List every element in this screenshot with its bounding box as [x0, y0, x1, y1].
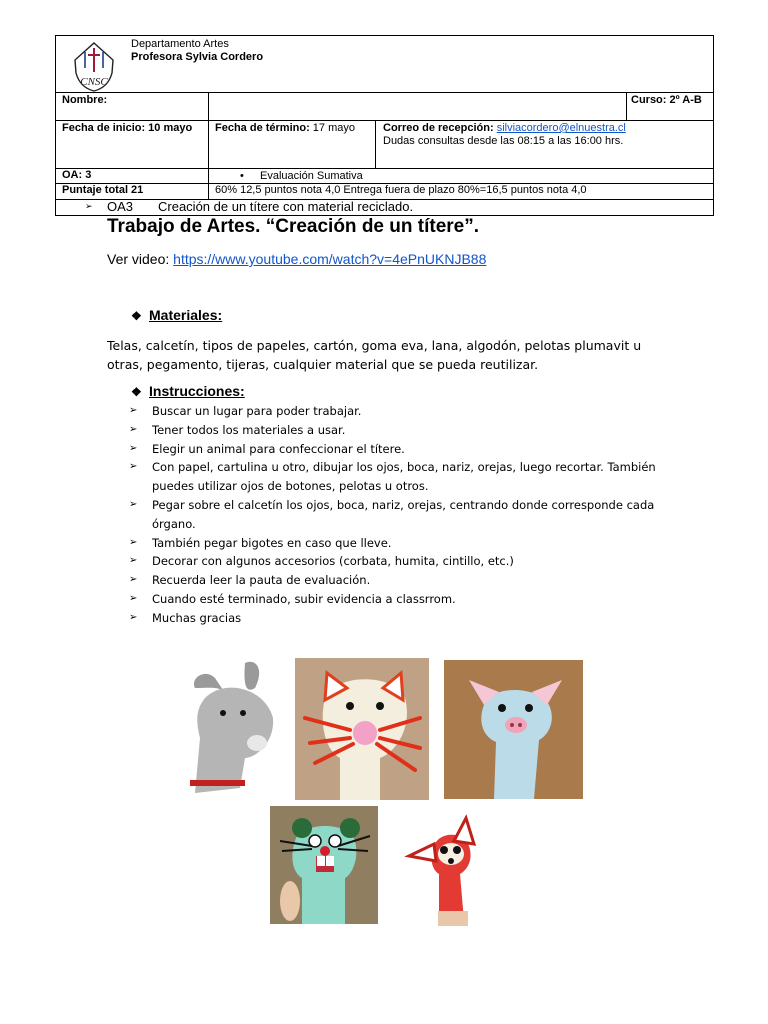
puntaje-detalle: 60% 12,5 puntos nota 4,0 Entrega fuera de plazo 80%=16,5 puntos nota 4,0	[215, 184, 587, 196]
video-link[interactable]: https://www.youtube.com/watch?v=4ePnUKNJB88	[173, 251, 487, 267]
list-item: ➢ Tener todos los materiales a usar.	[129, 421, 689, 440]
oa-label: OA: 3	[62, 169, 92, 181]
email-link[interactable]: silviacordero@elnuestra.cl	[496, 122, 626, 134]
puppet-photo-cat	[295, 658, 429, 800]
materiales-heading	[131, 307, 222, 323]
video-line	[107, 251, 486, 267]
list-item: ➢ Recuerda leer la pauta de evaluación.	[129, 571, 689, 590]
list-item: ➢ Con papel, cartulina u otro, dibujar los ojos, boca, nariz, orejas, luego recortar. También puedes utilizar ojos de botones, pelotas u otros.	[129, 460, 656, 494]
table-divider	[56, 168, 713, 169]
instrucciones-list	[129, 402, 689, 628]
arrow-bullet-icon: ➢	[129, 536, 138, 548]
arrow-bullet-icon: ➢	[129, 498, 138, 510]
list-item: ➢ Buscar un lugar para poder trabajar.	[129, 402, 689, 421]
arrow-bullet-icon: ➢	[129, 442, 138, 454]
page-title: Trabajo de Artes. “Creación de un títere”.	[107, 216, 480, 237]
list-item: ➢ También pegar bigotes en caso que lleve.	[129, 534, 689, 553]
puppet-photo-pig	[444, 660, 583, 799]
arrow-bullet-icon: ➢	[129, 611, 138, 623]
curso-label: Curso: 2º A-B	[631, 94, 702, 106]
fecha-termino-label: Fecha de término:	[215, 122, 310, 134]
arrow-bullet-icon: ➢	[129, 574, 138, 586]
materiales-heading-label: Materiales:	[149, 307, 223, 323]
school-logo	[69, 40, 119, 93]
nombre-label: Nombre:	[62, 94, 108, 106]
teacher-name: Profesora Sylvia Cordero	[131, 51, 264, 63]
table-divider	[56, 120, 713, 121]
instrucciones-heading	[131, 383, 245, 399]
table-divider	[375, 120, 376, 168]
instrucciones-heading-label: Instrucciones:	[149, 383, 245, 399]
puppet-photo-fox	[394, 806, 496, 934]
diamond-bullet-icon: ❖	[131, 309, 142, 323]
puppet-photo-rabbit	[185, 658, 280, 798]
video-label: Ver video:	[107, 251, 174, 267]
arrow-bullet-icon: ➢	[129, 405, 138, 416]
arrow-bullet-icon: ➢	[129, 423, 138, 435]
fecha-termino-value: 17 mayo	[309, 122, 355, 134]
logo-text: CNSC	[80, 76, 108, 88]
puppet-photo-rat	[270, 806, 378, 924]
oa3-code: OA3	[107, 199, 134, 214]
list-item: ➢ Elegir un animal para confeccionar el títere.	[129, 440, 689, 459]
table-divider	[208, 92, 209, 199]
list-item: ➢ Decorar con algunos accesorios (corbata, humita, cintillo, etc.)	[129, 552, 689, 571]
fecha-inicio: Fecha de inicio: 10 mayo	[62, 122, 193, 134]
correo-label: Correo de recepción:	[383, 122, 494, 134]
fecha-termino	[215, 122, 355, 135]
arrow-bullet-icon: ➢	[129, 461, 138, 473]
oa3-text: Creación de un títere con material reciclado.	[158, 199, 414, 214]
list-item: ➢ Cuando esté terminado, subir evidencia a classrrom.	[129, 590, 689, 609]
department-name: Departamento Artes	[131, 38, 229, 50]
table-divider	[626, 92, 627, 120]
materiales-text: Telas, calcetín, tipos de papeles, cartón, goma eva, lana, algodón, pelotas plumavit u otras, pegamento, tijeras, cualquier material que se pueda reutilizar.	[107, 338, 642, 372]
table-divider	[56, 92, 713, 93]
list-item: ➢ Muchas gracias	[129, 609, 689, 628]
arrow-bullet-icon: ➢	[129, 555, 138, 567]
correo	[383, 122, 626, 135]
evaluacion-text: Evaluación Sumativa	[260, 170, 363, 182]
dudas-text: Dudas consultas desde las 08:15 a las 16:00 hrs.	[383, 135, 624, 147]
list-item: ➢ Pegar sobre el calcetín los ojos, boca, nariz, orejas, centrando donde corresponde cada órgano.	[129, 497, 655, 531]
puntaje-label: Puntaje total 21	[62, 184, 144, 196]
evaluacion-bullet: •	[240, 170, 244, 182]
oa3-arrow: ➢	[85, 201, 93, 211]
header-table	[55, 35, 714, 216]
arrow-bullet-icon: ➢	[129, 592, 138, 604]
diamond-bullet-icon: ❖	[131, 385, 142, 399]
